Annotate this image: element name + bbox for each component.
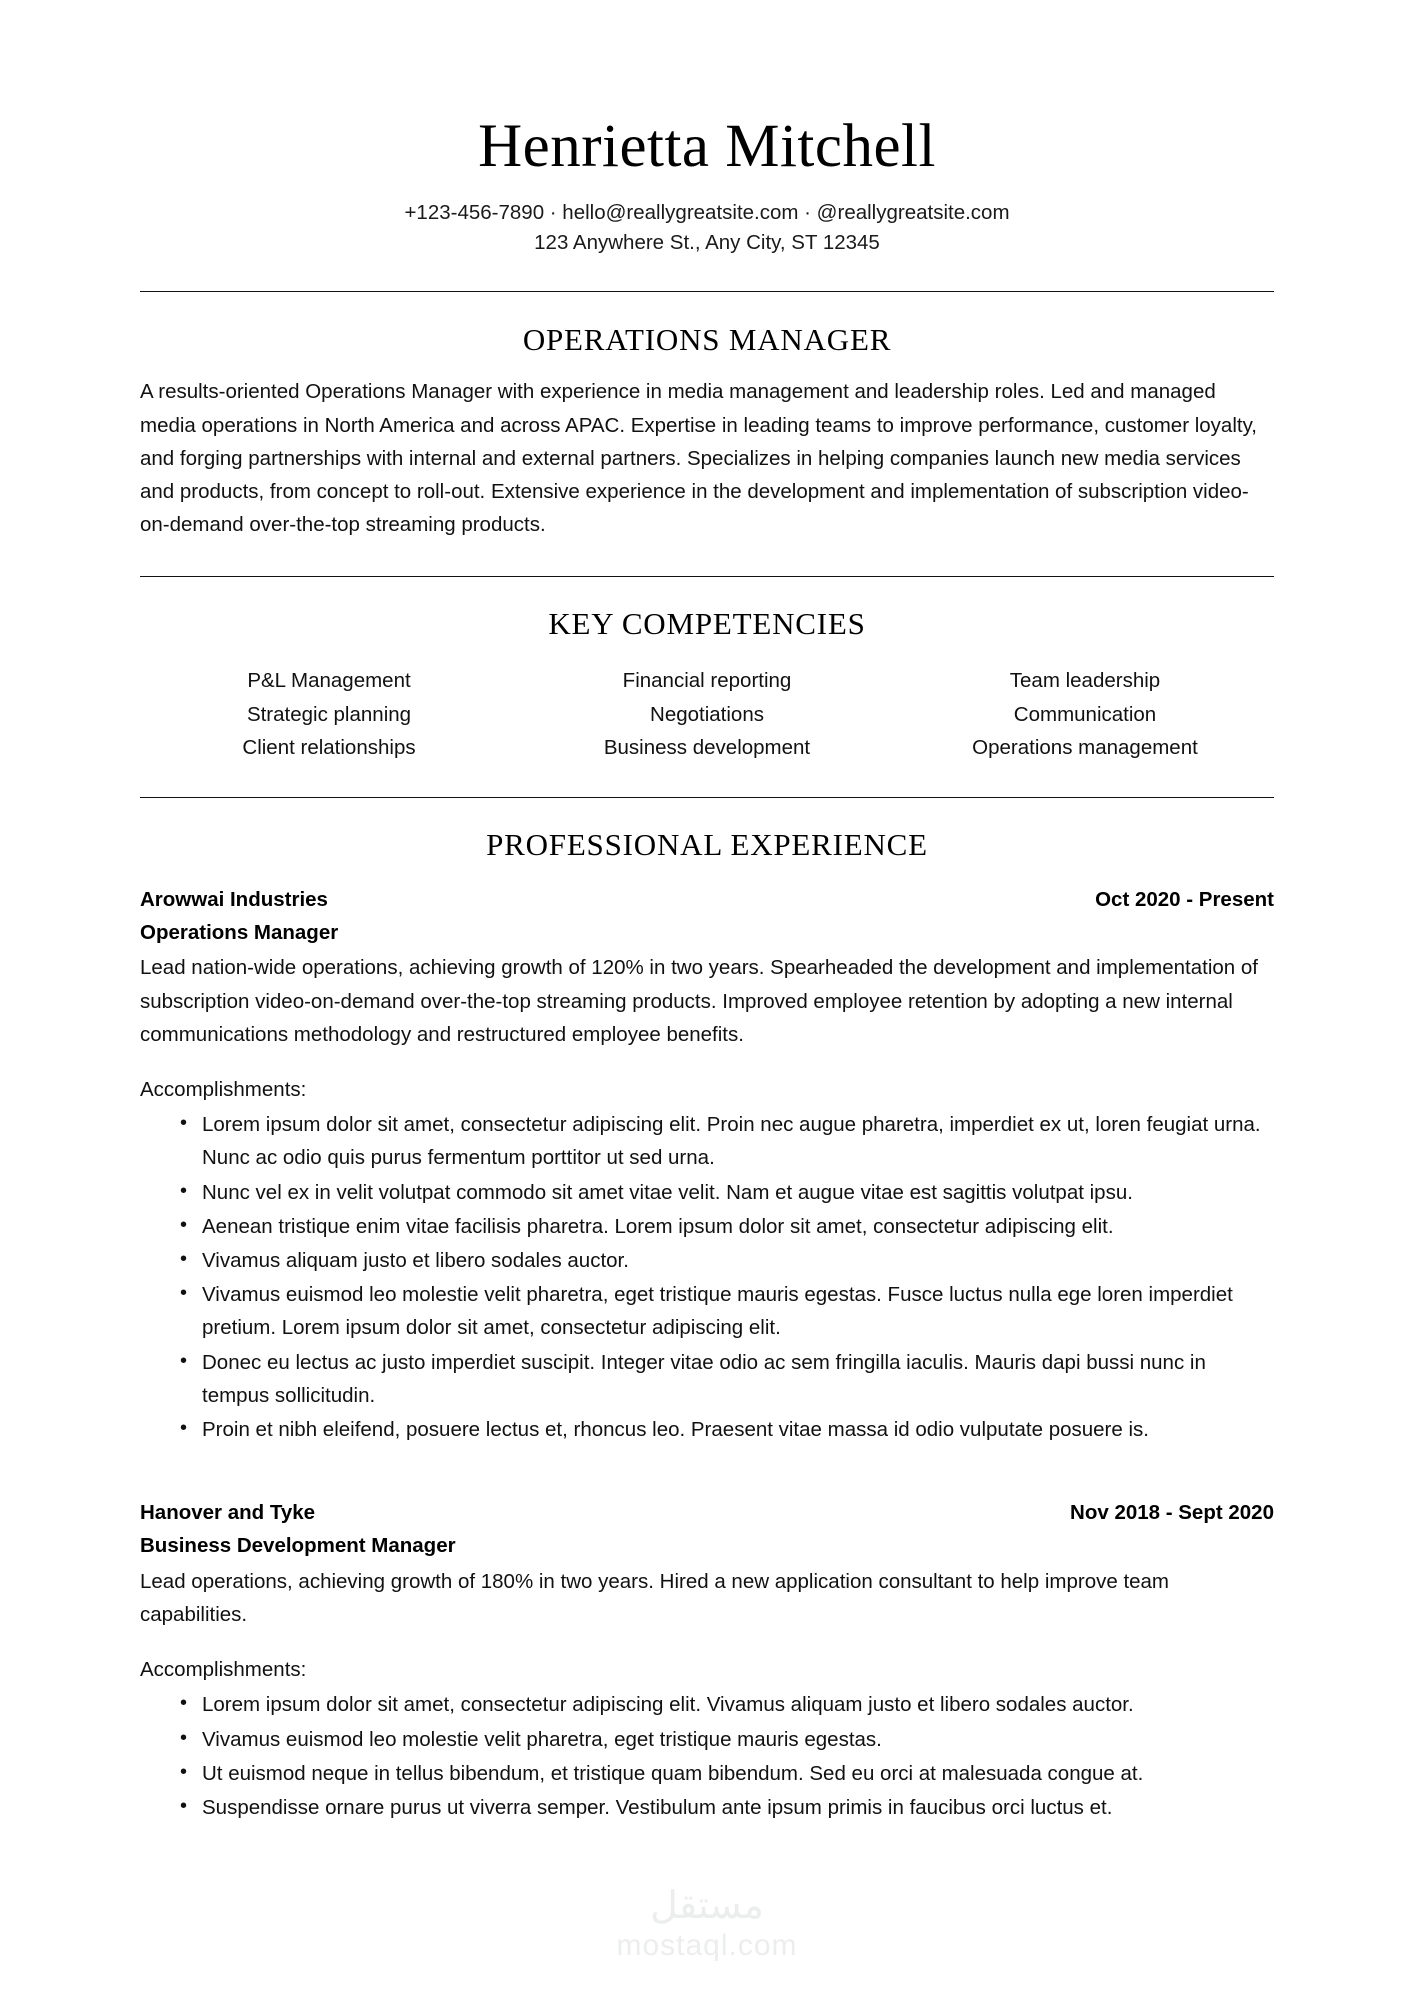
- employment-dates: Oct 2020 - Present: [1095, 887, 1274, 911]
- experience-entry-header: [140, 1498, 1274, 1529]
- job-title: Operations Manager: [140, 920, 339, 944]
- job-description: Lead operations, achieving growth of 180% in two years. Hired a new application consultant to help improve team capabilities.: [140, 1569, 1170, 1626]
- competency-item: Financial reporting: [622, 669, 792, 693]
- competency-item: Client relationships: [242, 735, 416, 759]
- employer-name: Arowwai Industries: [140, 887, 328, 911]
- watermark-latin-text: mostaql.com: [616, 1929, 798, 1962]
- candidate-name: Henrietta Mitchell: [478, 113, 936, 180]
- accomplishments-label: Accomplishments:: [140, 1658, 307, 1682]
- accomplishments-list: [140, 1688, 1274, 1824]
- contact-line-primary: +123-456-7890 · hello@reallygreatsite.com · @reallygreatsite.com: [404, 200, 1010, 224]
- objective-summary: A results-oriented Operations Manager with experience in media management and leadership roles. Led and managed media operations in North America and across APAC. Expertise in leading teams to improve performance, customer loyalty, and forging partnerships with internal and external partners. Specializes in helping companies launch new media services and products, from concept to roll-out. Extensive experience in the development and implementation of subscription video-on-demand over-the-top streaming products.: [140, 380, 1257, 537]
- divider-competencies: [140, 797, 1274, 798]
- watermark-arabic-text: مستقل: [650, 1883, 764, 1928]
- divider-header: [140, 291, 1274, 292]
- competency-item: Negotiations: [650, 702, 764, 726]
- competency-item: Operations management: [972, 735, 1198, 759]
- job-title: Business Development Manager: [140, 1534, 456, 1558]
- list-item: • Aenean tristique enim vitae facilisis pharetra. Lorem ipsum dolor sit amet, consectetur adipiscing elit.: [180, 1210, 1274, 1243]
- list-item: • Donec eu lectus ac justo imperdiet suscipit. Integer vitae odio ac sem fringilla iaculis. Mauris dapi bussi nunc in tempus sollicitudin.: [180, 1346, 1274, 1412]
- list-item: • Vivamus aliquam justo et libero sodales auctor.: [180, 1244, 1274, 1277]
- employment-dates: Nov 2018 - Sept 2020: [1070, 1501, 1274, 1525]
- experience-entry-header: [140, 885, 1274, 916]
- competency-item: P&L Management: [247, 669, 411, 693]
- contact-line-address: 123 Anywhere St., Any City, ST 12345: [534, 230, 880, 254]
- list-item: • Vivamus euismod leo molestie velit pharetra, eget tristique mauris egestas.: [180, 1723, 1274, 1756]
- accomplishments-label: Accomplishments:: [140, 1078, 307, 1102]
- list-item: • Nunc vel ex in velit volutpat commodo sit amet vitae velit. Nam et augue vitae est sagittis volutpat ipsu.: [180, 1176, 1274, 1209]
- competency-item: Team leadership: [1009, 669, 1161, 693]
- employer-name: Hanover and Tyke: [140, 1501, 316, 1525]
- competency-item: Strategic planning: [246, 702, 412, 726]
- competency-item: Business development: [603, 735, 811, 759]
- competency-grid: [140, 664, 1274, 764]
- job-description: Lead nation-wide operations, achieving growth of 120% in two years. Spearheaded the development and implementation of subscription video-on-demand over-the-top streaming products. Improved employee retention by adopting a new internal communications methodology and restructured employee benefits.: [140, 956, 1258, 1046]
- section-title-competencies: KEY COMPETENCIES: [548, 606, 866, 642]
- watermark: [0, 1883, 1414, 1964]
- accomplishments-list: [140, 1108, 1274, 1446]
- document-content: [140, 0, 1274, 1825]
- list-item: • Proin et nibh eleifend, posuere lectus et, rhoncus leo. Praesent vitae massa id odio vulputate posuere is.: [180, 1413, 1274, 1446]
- list-item: • Lorem ipsum dolor sit amet, consectetur adipiscing elit. Vivamus aliquam justo et libero sodales auctor.: [180, 1688, 1274, 1721]
- experience-entry: [140, 1498, 1274, 1824]
- list-item: • Ut euismod neque in tellus bibendum, et tristique quam bibendum. Sed eu orci at malesuada congue at.: [180, 1757, 1274, 1790]
- section-title-objective: OPERATIONS MANAGER: [522, 322, 892, 358]
- list-item: • Suspendisse ornare purus ut viverra semper. Vestibulum ante ipsum primis in faucibus orci luctus et.: [180, 1791, 1274, 1824]
- list-item: • Vivamus euismod leo molestie velit pharetra, eget tristique mauris egestas. Fusce luctus nulla ege loren imperdiet pretium. Lorem ipsum dolor sit amet, consectetur adipiscing elit.: [180, 1278, 1274, 1344]
- list-item: • Lorem ipsum dolor sit amet, consectetur adipiscing elit. Proin nec augue pharetra, imperdiet ex ut, loren feugiat urna. Nunc ac odio quis purus fermentum porttitor ut sed urna.: [180, 1108, 1274, 1174]
- experience-entry: [140, 885, 1274, 1446]
- competency-item: Communication: [1013, 702, 1157, 726]
- divider-objective: [140, 576, 1274, 577]
- section-title-experience: PROFESSIONAL EXPERIENCE: [486, 826, 928, 862]
